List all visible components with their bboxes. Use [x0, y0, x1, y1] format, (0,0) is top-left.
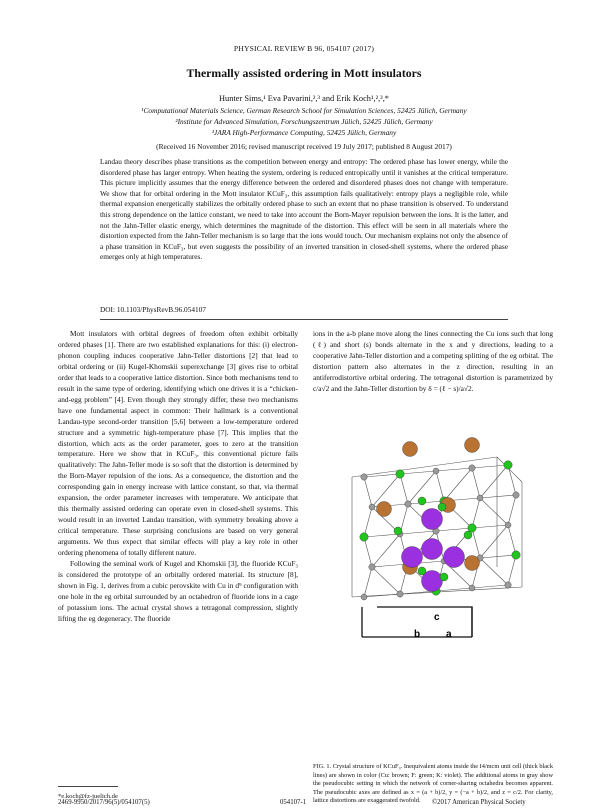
bond-line — [472, 465, 508, 468]
footer-copyright: ©2017 American Physical Society — [432, 799, 526, 806]
gray-atom — [469, 465, 475, 471]
cu-atom — [377, 502, 392, 517]
f-atom — [418, 567, 426, 575]
bond-line — [508, 495, 516, 525]
body-paragraph: Following the seminal work of Kugel and Khomskii [3], the fluoride KCuF₃ is considered the prototype of an orbitally ordered material. Its structure [8], shown in Fig. 1, derives from a cubic perovskite with Cu in d⁹ configuration with one hole in the eg orbital surrounded by an octahedron of fluoride ions in a cage of potassium ions. The actual crystal shows a tetragonal compression, slightly lifting the eg degeneracy. The fluoride — [58, 559, 298, 623]
doi-line — [100, 305, 206, 314]
paper-title: Thermally assisted ordering in Mott insulators — [186, 66, 422, 80]
bond-line — [364, 594, 400, 597]
bond-line — [472, 468, 480, 498]
body-column-left — [58, 329, 298, 625]
bond-line — [364, 567, 372, 597]
footnote-email: *e.koch@fz-juelich.de — [58, 793, 118, 800]
bond-line — [508, 465, 516, 495]
cu-atom — [465, 438, 480, 453]
section-divider — [100, 319, 508, 320]
footer-issn: 2469-9950/2017/96(5)/054107(5) — [58, 799, 150, 806]
gray-atom — [397, 591, 403, 597]
bond-line — [472, 525, 508, 528]
k-atom — [444, 547, 465, 568]
bond-line — [480, 495, 516, 498]
gray-atom — [505, 522, 511, 528]
f-atom — [438, 503, 446, 511]
bond-line — [472, 528, 480, 558]
f-atom — [418, 497, 426, 505]
k-atom — [402, 547, 423, 568]
gray-atom — [505, 582, 511, 588]
gray-atom — [369, 504, 375, 510]
f-atom — [504, 461, 512, 469]
gray-atom — [405, 501, 411, 507]
doi-label: DOI: — [100, 305, 115, 314]
bond-line — [436, 471, 444, 501]
f-atom — [512, 551, 520, 559]
bond-line — [472, 585, 508, 588]
bond-line — [472, 498, 480, 528]
axis-label-b: b — [414, 629, 421, 640]
bond-line — [480, 558, 508, 585]
figure-caption: FIG. 1. Crystal structure of KCuF₃. Inequivalent atoms inside the I4/mcm unit cell (thick black lines) are shown in color (Cu: brown; F: green; K: violet). The additional atoms in gray show the pseudocubic setting in which the network of corner-sharing octahedra becomes apparent. The pseudocubic axes are defined as x = (a + b)/2, y = (−a + b)/2, and z = c/2. For clarity, lattice distortions are exaggerated twofold. — [313, 763, 553, 804]
f-atom — [360, 533, 368, 541]
bond-line — [400, 474, 408, 504]
bond-line — [400, 531, 436, 534]
cu-atom — [403, 442, 418, 457]
gray-atom — [469, 585, 475, 591]
k-atom — [422, 509, 443, 530]
gray-atom — [361, 594, 367, 600]
k-atom — [422, 539, 443, 560]
bond-line — [364, 534, 400, 537]
crystal-structure-figure — [322, 437, 552, 770]
gray-atom — [369, 564, 375, 570]
gray-atom — [361, 474, 367, 480]
body-column-right — [313, 329, 553, 395]
bond-line — [480, 525, 508, 558]
author-list: Hunter Sims,¹ Eva Pavarini,²,³ and Erik Koch¹,²,³,* — [219, 94, 389, 103]
bond-line — [372, 534, 400, 567]
cu-atom — [465, 556, 480, 571]
footnote-rule — [58, 786, 118, 787]
bond-line — [436, 468, 472, 471]
body-paragraph: ions in the a-b plane move along the lines connecting the Cu ions such that long (ℓ) and short (s) bonds alternate in the x and y directions, leading to a cooperative Jahn-Teller distortion and a competing splitting of the eg orbital. The distortion pattern also alternates in the z direction, resulting in an antiferrodistortive orbital ordering. The tetragonal distortion is parametrized by c/a√2 and the Jahn-Teller distortion by δ = (ℓ − s)/a√2. — [313, 329, 553, 393]
doi-link[interactable]: 10.1103/PhysRevB.96.054107 — [116, 305, 206, 314]
axis-label-a: a — [446, 629, 452, 640]
footer-page: 054107-1 — [280, 799, 307, 806]
gray-atom — [433, 468, 439, 474]
affiliation-3: ³JARA High-Performance Computing, 52425 Jülich, Germany — [211, 128, 397, 137]
bond-line — [480, 555, 516, 558]
abstract: Landau theory describes phase transitions as the competition between energy and entropy: The ordered phase has lower energy, while the disordered phase has larger entropy. When heating the system, ordering is reduced entropically until it vanishes at the critical temperature. This picture implicitly assumes that the energy difference between the ordered and disordered phases does not change with temperature. We show that for orbital ordering in the Mott insulator KCuF₃, this assumption fails qualitatively: entropy plays a negligible role, while thermal expansion energetically stabilizes the orbitally ordered phase to such an extent that no phase transition is observed. To understand this strong dependence on the lattice constant, we need to take into account the Born-Mayer repulsion between the ions. It is the latter, and not the Jahn-Teller elastic energy, which determines the magnitude of the distortion. This effect will be seen in all materials where the distortion expected from the Jahn-Teller mechanism is so large that the ions would touch. Our mechanism explains not only the absence of a phase transition in KCuF₃, but even suggests the possibility of an inverted transition in closed-shell systems, where the ordered phase emerges only at high temperatures. — [100, 157, 508, 262]
axis-label-c: c — [434, 612, 440, 623]
f-atom — [440, 573, 448, 581]
gray-atom — [477, 495, 483, 501]
gray-atom — [513, 492, 519, 498]
body-paragraph: Mott insulators with orbital degrees of freedom often exhibit orbitally ordered phases [1]. There are two established explanations for this: (i) electron-phonon coupling induces cooperative Jahn-Teller distortions [2] that lead to orbital ordering or (ii) Kugel-Khomskii superexchange [3] gives rise to orbital order that leads to a cooperative lattice distortion. Since both mechanisms tend to result in the same type of ordering, identifying which one drives it is a “chicken-and-egg problem” [4]. Even though they strongly differ, these two mechanisms have one fundamental aspect in common: Their hallmark is a conventional Landau-type second-order transition [5,6] between a low-temperature ordered structure and a symmetric high-temperature phase [7]. This implies that the distortion, which acts as the order parameter, goes to zero at the transition temperature. Here we show that in KCuF₃, this conventional picture fails qualitatively: The Jahn-Teller mode is so soft that the distortion is determined by the Born-Mayer repulsion of the ions. As a consequence, the distortion and the corresponding gain in energy increase with lattice constant, so that, via thermal expansion, the order parameter increases with temperature. We anticipate that this thermally assisted ordering can operate even in closed-shell systems. This would result in an inverted Landau transition, with symmetry breaking above a critical temperature. These surprising conclusions are based on very general arguments. We thus expect that similar effects will play a key role in other ordering phenomena of totally different nature. — [58, 329, 298, 558]
bond-line — [508, 555, 516, 585]
bond-line — [508, 525, 516, 555]
affiliation-2: ²Institute for Advanced Simulation, Forschungszentrum Jülich, 52425 Jülich, Germany — [175, 117, 433, 126]
f-atom — [394, 527, 402, 535]
bond-line — [444, 468, 472, 501]
f-atom — [464, 531, 472, 539]
bond-line — [436, 528, 472, 531]
bond-line — [480, 498, 508, 525]
bond-line — [352, 457, 497, 477]
f-atom — [396, 470, 404, 478]
journal-header: PHYSICAL REVIEW B 96, 054107 (2017) — [233, 44, 375, 53]
affiliation-1: ¹Computational Materials Science, German Research School for Simulation Sciences, 52425 Jülich, Germany — [141, 106, 467, 115]
bond-line — [364, 507, 372, 537]
bond-line — [364, 477, 372, 507]
bond-line — [400, 471, 436, 474]
received-dates: (Received 16 November 2016; revised manuscript received 19 July 2017; published 8 August 2017) — [156, 142, 452, 151]
bond-line — [364, 537, 372, 567]
bond-line — [480, 465, 508, 498]
bond-line — [372, 567, 400, 594]
